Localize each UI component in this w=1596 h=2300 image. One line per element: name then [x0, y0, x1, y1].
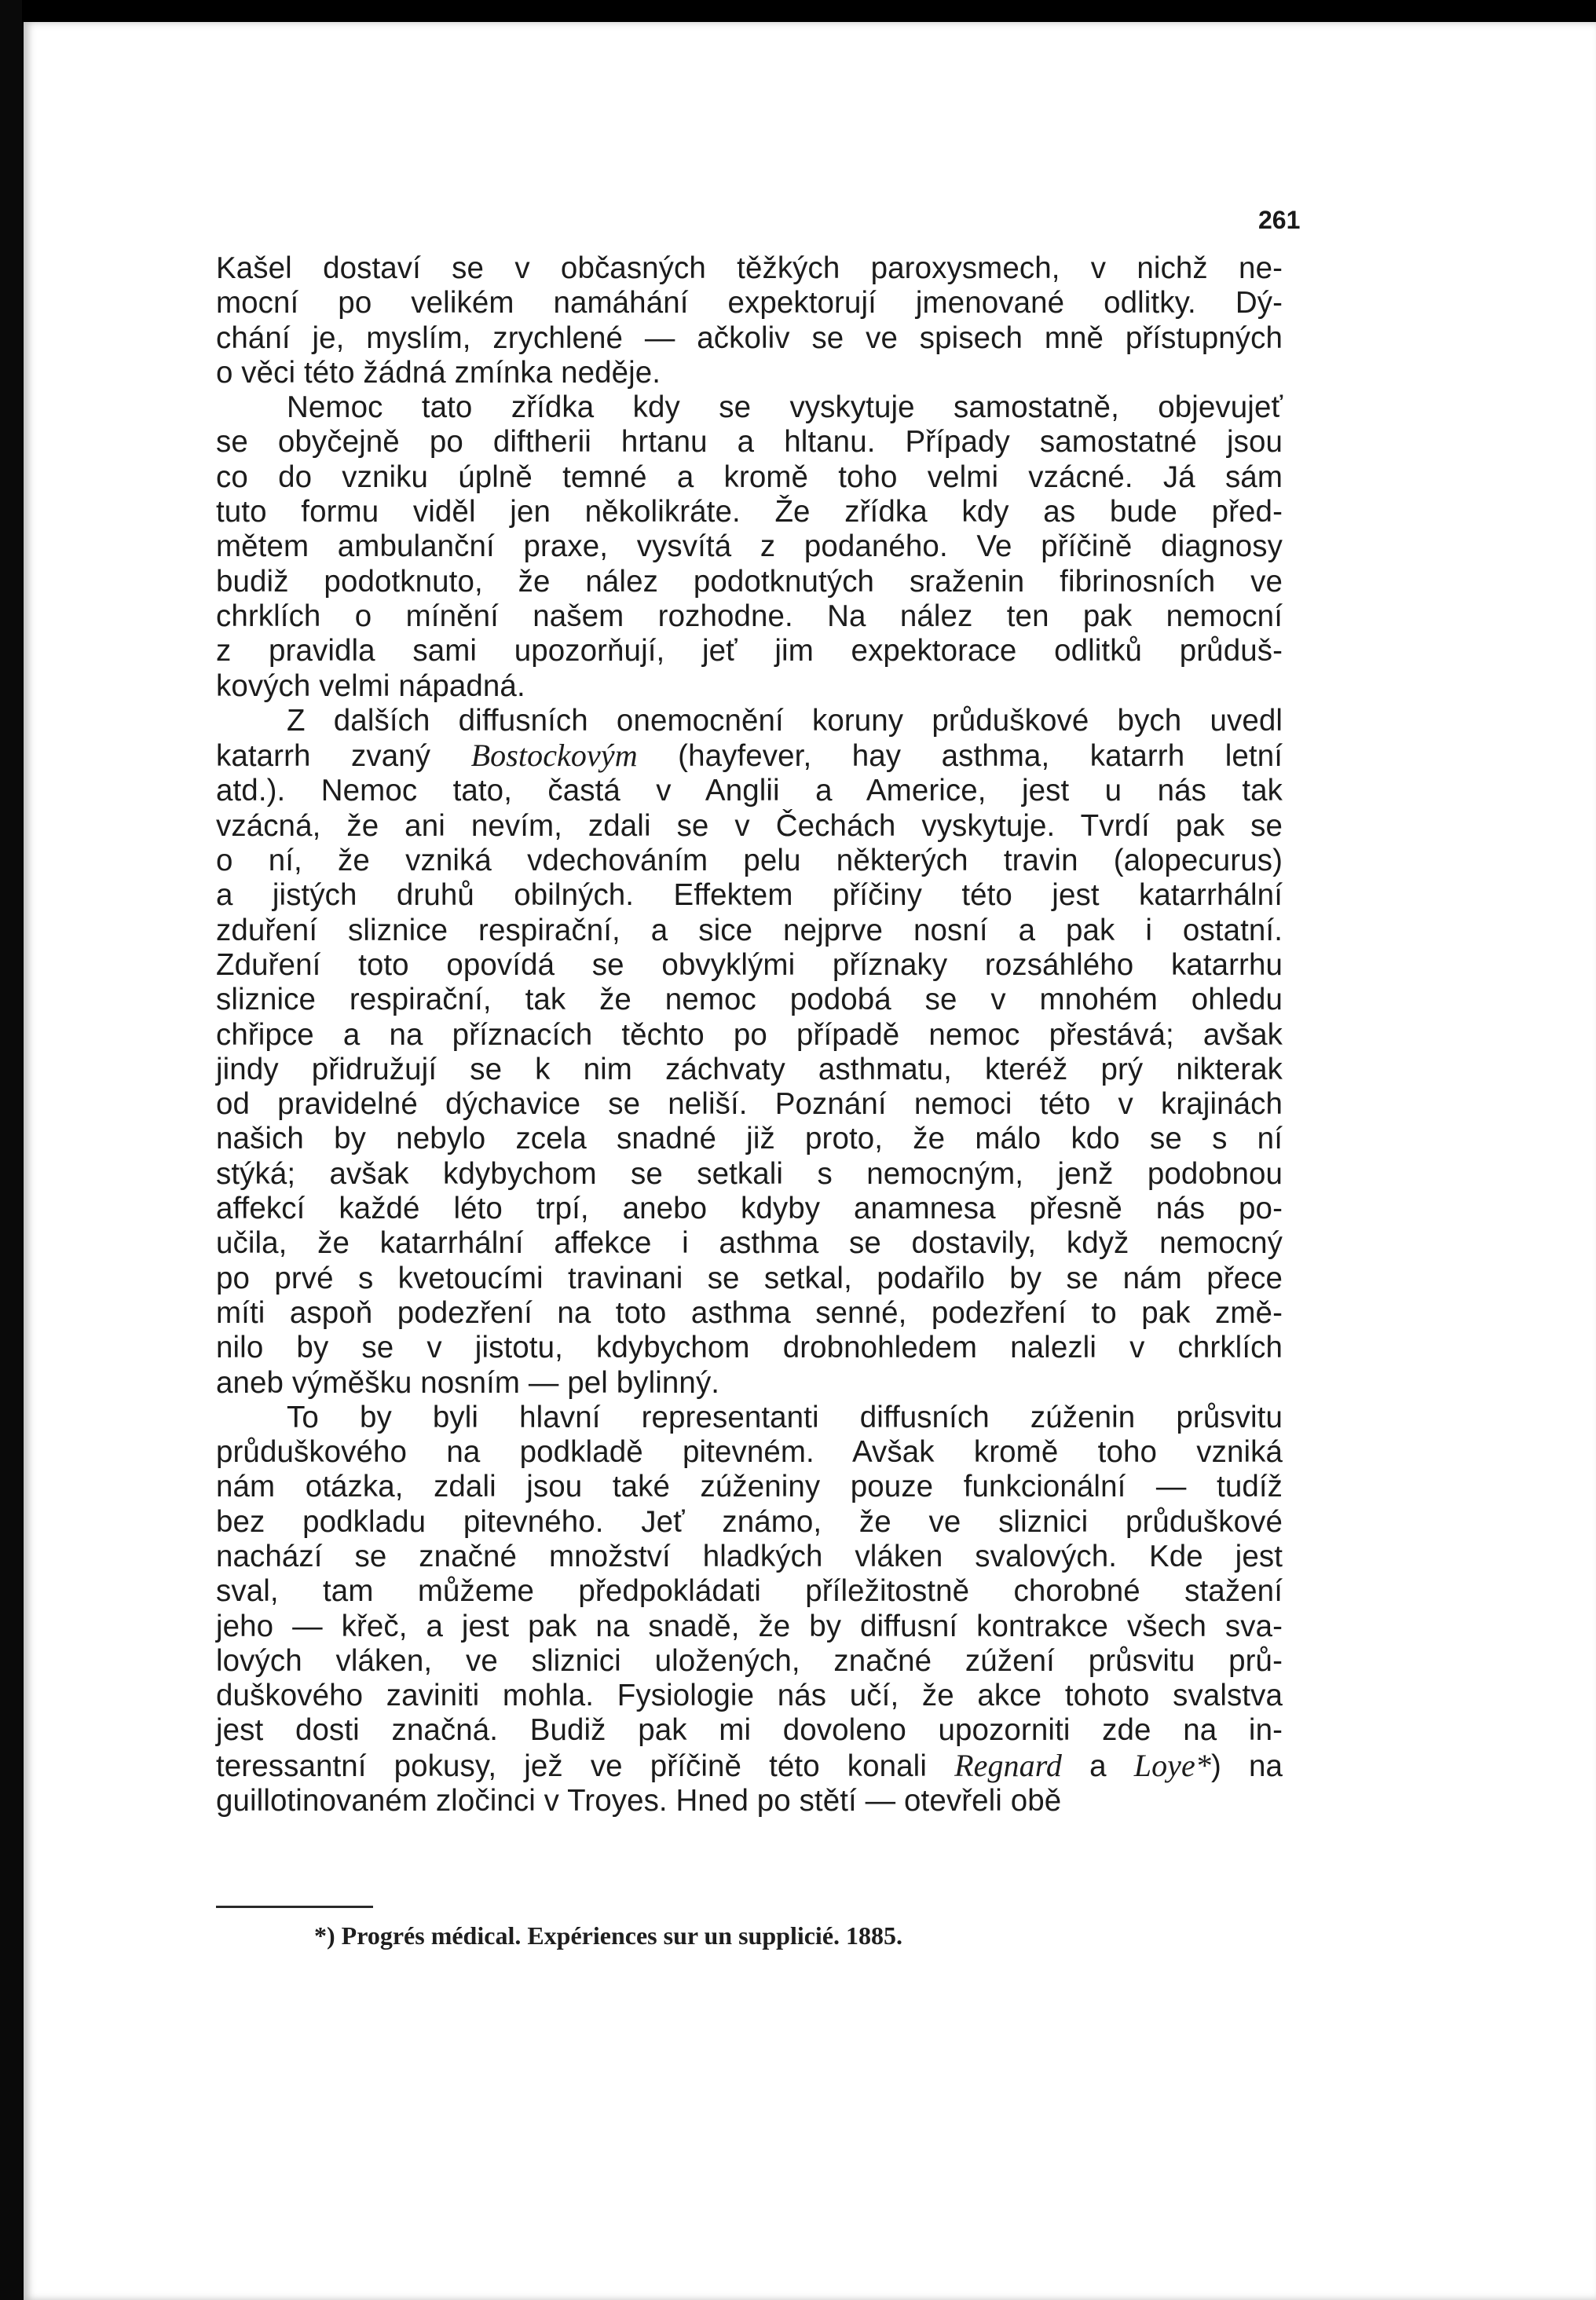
text-line: chání je, myslím, zrychlené — ačkoliv se ve spisech mně přístupných — [216, 320, 1283, 355]
text-line: mocní po velikém namáhání expektorují jmenované odlitky. Dý- — [216, 286, 1283, 320]
text-line: nám otázka, zdali jsou také zúženiny pouze funkcionální — tudíž — [216, 1470, 1283, 1504]
text-line: To by byli hlavní representanti diffusních zúženin průsvitu — [287, 1400, 1283, 1434]
text-line: jindy přidružují se k nim záchvaty asthmatu, kteréž prý nikterak — [216, 1052, 1283, 1086]
text-line: sval, tam můžeme předpokládati příležitostně chorobné stažení — [216, 1574, 1283, 1609]
text-line: co do vzniku úplně temné a kromě toho velmi vzácné. Já sám — [216, 460, 1283, 494]
text-line: míti aspoň podezření na toto asthma senné, podezření to pak změ- — [216, 1295, 1283, 1330]
text-line: bez podkladu pitevného. Jeť známo, že ve sliznici průduškové — [216, 1504, 1283, 1539]
text-line: z pravidla sami upozorňují, jeť jim expektorace odlitků průduš- — [216, 634, 1283, 668]
text-line: od pravidelné dýchavice se neliší. Poznání nemoci této v krajinách — [216, 1087, 1283, 1122]
text-line: stýká; avšak kdybychom se setkali s nemocným, jenž podobnou — [216, 1156, 1283, 1191]
text-line: našich by nebylo zcela snadné již proto, že málo kdo se s ní — [216, 1122, 1283, 1156]
text-line: budiž podotknuto, že nález podotknutých sraženin fibrinosních ve — [216, 564, 1283, 599]
text-line: guillotinovaném zločinci v Troyes. Hned po stětí — otevřeli obě — [216, 1784, 1062, 1818]
paragraph-p4 — [216, 1401, 1283, 1819]
text-line: o ní, že vzniká vdechováním pelu některých travin (alopecurus) — [216, 844, 1283, 878]
italic-name: Loye* — [1133, 1747, 1211, 1783]
text-line: se obyčejně po diftherii hrtanu a hltanu. Případy samostatné jsou — [216, 425, 1283, 460]
text-line: kových velmi nápadná. — [216, 668, 525, 703]
paragraph-p1 — [216, 251, 1283, 390]
text-line: jeho — křeč, a jest pak na snadě, že by diffusní kontrakce všech sva- — [216, 1609, 1283, 1643]
text-line: katarrh zvaný Bostockovým (hayfever, hay asthma, katarrh letní — [216, 738, 1283, 774]
italic-name: Bostockovým — [470, 738, 638, 774]
text-line: po prvé s kvetoucími travinani se setkal, podařilo by se nám přece — [216, 1261, 1283, 1295]
text-line: Z dalších diffusních onemocnění koruny průduškové bych uvedl — [287, 703, 1283, 738]
paragraph-p2 — [216, 390, 1283, 704]
text-line: affekcí každé léto trpí, anebo kdyby anamnesa přesně nás po- — [216, 1192, 1283, 1226]
text-line: Nemoc tato zřídka kdy se vyskytuje samostatně, objevujeť — [287, 390, 1283, 425]
text-line: Zduření toto opovídá se obvyklými příznaky rozsáhlého katarrhu — [216, 947, 1283, 982]
text-line: aneb výměšku nosním — pel bylinný. — [216, 1365, 720, 1400]
footnote-divider — [216, 1906, 373, 1908]
text-line: lových vláken, ve sliznici uložených, značné zúžení průsvitu prů- — [216, 1643, 1283, 1678]
footnote: *) Progrés médical. Expériences sur un supplicié. 1885. — [314, 1921, 903, 1950]
text-line: zduření sliznice respirační, a sice nejprve nosní a pak i ostatní. — [216, 913, 1283, 947]
text-line: chrklích o mínění našem rozhodne. Na nález ten pak nemocní — [216, 599, 1283, 633]
text-line: učila, že katarrhální affekce i asthma se dostavily, když nemocný — [216, 1226, 1283, 1261]
text-line: mětem ambulanční praxe, vysvítá z podaného. Ve příčině diagnosy — [216, 529, 1283, 564]
page-number: 261 — [1258, 206, 1301, 234]
scan-edge — [0, 0, 22, 2300]
text-line: chřipce a na příznacích těchto po případě nemoc přestává; avšak — [216, 1017, 1283, 1052]
italic-name: Regnard — [954, 1747, 1063, 1783]
text-line: tuto formu viděl jen několikráte. Že zřídka kdy as bude před- — [216, 495, 1283, 529]
text-line: duškového zaviniti mohla. Fysiologie nás učí, že akce tohoto svalstva — [216, 1679, 1283, 1713]
text-line: teressantní pokusy, jež ve příčině této konali Regnard a Loye*) na — [216, 1747, 1283, 1783]
text-line: jest dosti značná. Budiž pak mi dovoleno upozorniti zde na in- — [216, 1713, 1283, 1748]
text-line: o věci této žádná zmínka neděje. — [216, 355, 661, 390]
paragraph-p3 — [216, 704, 1283, 1401]
text-line: atd.). Nemoc tato, častá v Anglii a Americe, jest u nás tak — [216, 774, 1283, 808]
text-line: vzácná, že ani nevím, zdali se v Čechách vyskytuje. Tvrdí pak se — [216, 808, 1283, 843]
text-line: průduškového na podkladě pitevném. Avšak kromě toho vzniká — [216, 1435, 1283, 1470]
body-text — [216, 251, 1283, 1818]
text-line: a jistých druhů obilných. Effektem příčiny této jest katarrhální — [216, 878, 1283, 913]
text-line: nilo by se v jistotu, kdybychom drobnohledem nalezli v chrklích — [216, 1331, 1283, 1365]
text-line: nachází se značné množství hladkých vláken svalových. Kde jest — [216, 1539, 1283, 1573]
text-line: sliznice respirační, tak že nemoc podobá se v mnohém ohledu — [216, 983, 1283, 1017]
text-line: Kašel dostaví se v občasných těžkých paroxysmech, v nichž ne- — [216, 251, 1283, 285]
